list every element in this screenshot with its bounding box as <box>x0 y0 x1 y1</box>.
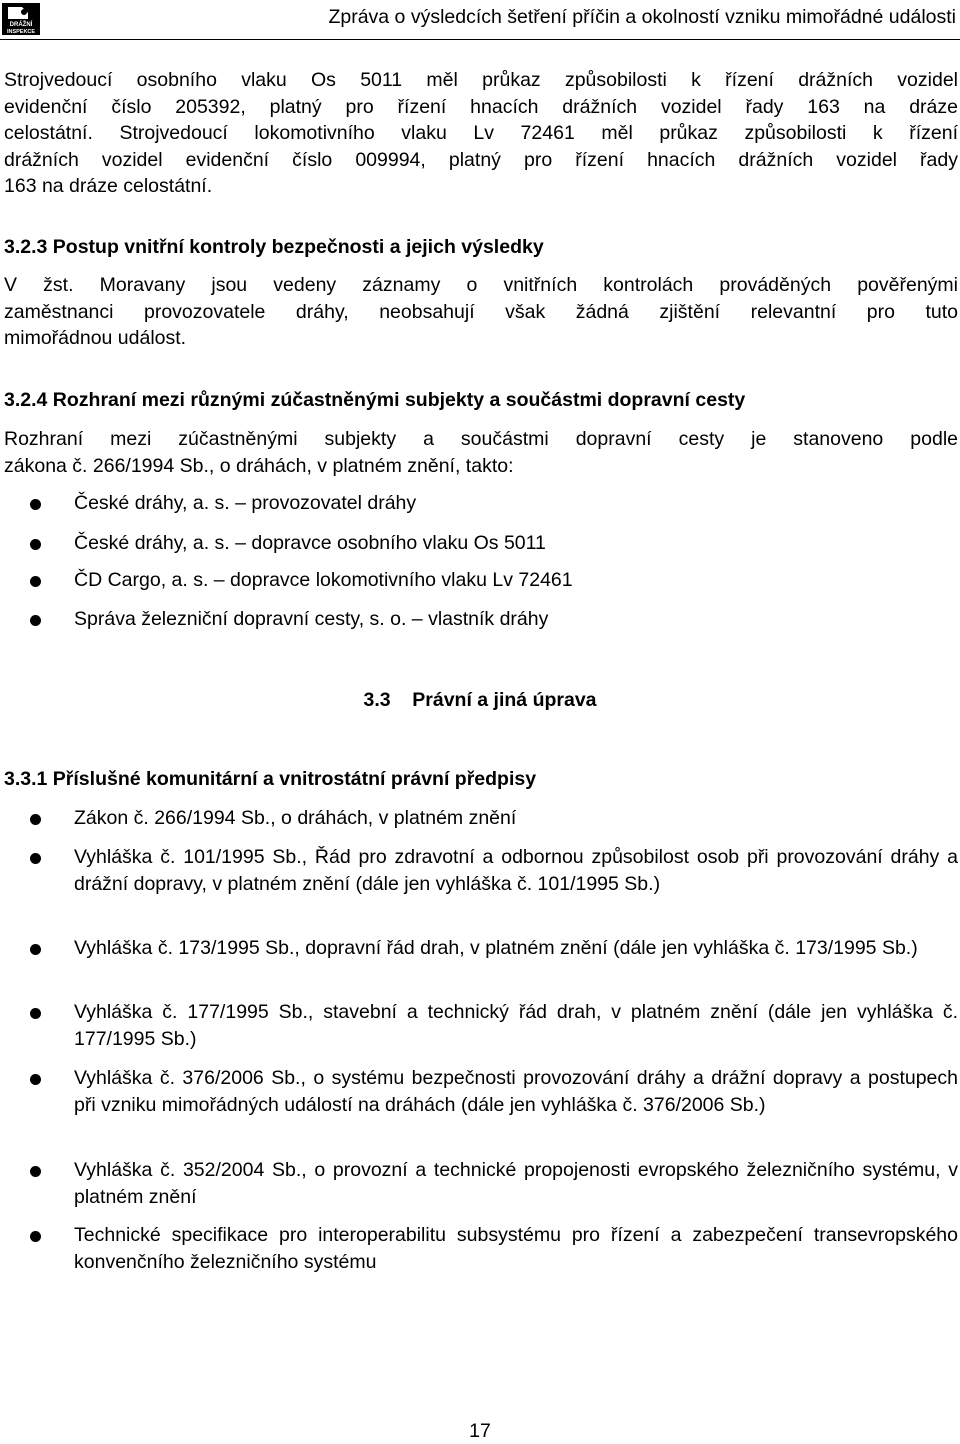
section-3-2-3-line-1: V žst. Moravany jsou vedeny záznamy o vnitřních kontrolách prováděných pověřenými <box>4 274 958 296</box>
section-3-3-heading: 3.3 Právní a jiná úprava <box>363 689 597 711</box>
section-3-2-4-heading: 3.2.4 Rozhraní mezi různými zúčastněnými subjekty a součástmi dopravní cesty <box>4 389 746 411</box>
intro-line-5: 163 na dráze celostátní. <box>4 175 213 197</box>
bullet-icon <box>30 1074 41 1085</box>
intro-line-4: drážních vozidel evidenční číslo 009994, platný pro řízení hnacích drážních vozidel řady <box>4 148 958 171</box>
header-divider <box>0 39 960 40</box>
document-title: Zpráva o výsledcích šetření příčin a okolností vzniku mimořádné události <box>328 6 956 28</box>
list-item-text: Vyhláška č. 177/1995 Sb., stavební a technický řád drah, v platném znění (dále jen vyhláška č. 177/1995 Sb.) <box>74 1001 958 1050</box>
list-item-text: ČD Cargo, a. s. – dopravce lokomotivního vlaku Lv 72461 <box>74 569 573 591</box>
bullet-icon <box>30 615 41 626</box>
intro-line-2: evidenční číslo 205392, platný pro řízení hnacích drážních vozidel řady 163 na dráze <box>4 95 958 118</box>
section-3-2-4-line-2: zákona č. 266/1994 Sb., o dráhách, v platném znění, takto: <box>4 454 514 477</box>
page-number: 17 <box>469 1420 491 1442</box>
list-item-text: Zákon č. 266/1994 Sb., o dráhách, v platném znění <box>74 807 517 829</box>
list-item-text: Vyhláška č. 376/2006 Sb., o systému bezpečnosti provozování dráhy a drážní dopravy a postupech při vzniku mimořádných událostí na dráhách (dále jen vyhláška č. 376/2006 Sb.) <box>74 1067 958 1116</box>
list-item-text: Vyhláška č. 352/2004 Sb., o provozní a technické propojenosti evropského železničního systému, v platném znění <box>74 1159 958 1208</box>
list-item-text: Správa železniční dopravní cesty, s. o. – vlastník dráhy <box>74 608 549 630</box>
section-3-2-3-line-2: zaměstnanci provozovatele dráhy, neobsahují však žádná zjištění relevantní pro tuto <box>4 300 958 323</box>
section-3-2-3-heading: 3.2.3 Postup vnitřní kontroly bezpečnosti a jejich výsledky <box>4 236 544 258</box>
bullet-icon <box>30 944 41 955</box>
page-header <box>0 0 960 40</box>
bullet-icon <box>30 1008 41 1019</box>
bullet-icon <box>30 814 41 825</box>
section-3-2-4-line-1: Rozhraní mezi zúčastněnými subjekty a součástmi dopravní cesty je stanoveno podle <box>4 428 958 450</box>
intro-line-1: Strojvedoucí osobního vlaku Os 5011 měl průkaz způsobilosti k řízení drážních vozidel <box>4 69 958 91</box>
bullet-icon <box>30 499 41 510</box>
list-item-text: Vyhláška č. 101/1995 Sb., Řád pro zdravotní a odbornou způsobilost osob při provozování dráhy a drážní dopravy, v platném znění (dále jen vyhláška č. 101/1995 Sb.) <box>74 846 958 895</box>
bullet-icon <box>30 853 41 864</box>
bullet-icon <box>30 1231 41 1242</box>
logo-text-line2: INSPEKCE <box>6 29 36 35</box>
list-item-text: Vyhláška č. 173/1995 Sb., dopravní řád drah, v platném znění (dále jen vyhláška č. 173/1995 Sb.) <box>74 937 918 959</box>
section-3-3-1-heading: 3.3.1 Příslušné komunitární a vnitrostátní právní předpisy <box>4 768 537 790</box>
bullet-icon <box>30 539 41 550</box>
list-item-text: České dráhy, a. s. – dopravce osobního vlaku Os 5011 <box>74 532 546 554</box>
logo-text-line1: DRÁŽNÍ <box>9 22 33 28</box>
list-item-text: Technické specifikace pro interoperabilitu subsystému pro řízení a zabezpečení transevropského konvenčního železničního systému <box>74 1224 958 1273</box>
bullet-icon <box>30 1166 41 1177</box>
section-3-2-3-line-3: mimořádnou událost. <box>4 327 187 349</box>
intro-line-3: celostátní. Strojvedoucí lokomotivního vlaku Lv 72461 měl průkaz způsobilosti k řízení <box>4 122 958 144</box>
list-item-text: České dráhy, a. s. – provozovatel dráhy <box>74 492 417 514</box>
drazni-inspekce-logo <box>2 3 40 35</box>
bullet-icon <box>30 576 41 587</box>
